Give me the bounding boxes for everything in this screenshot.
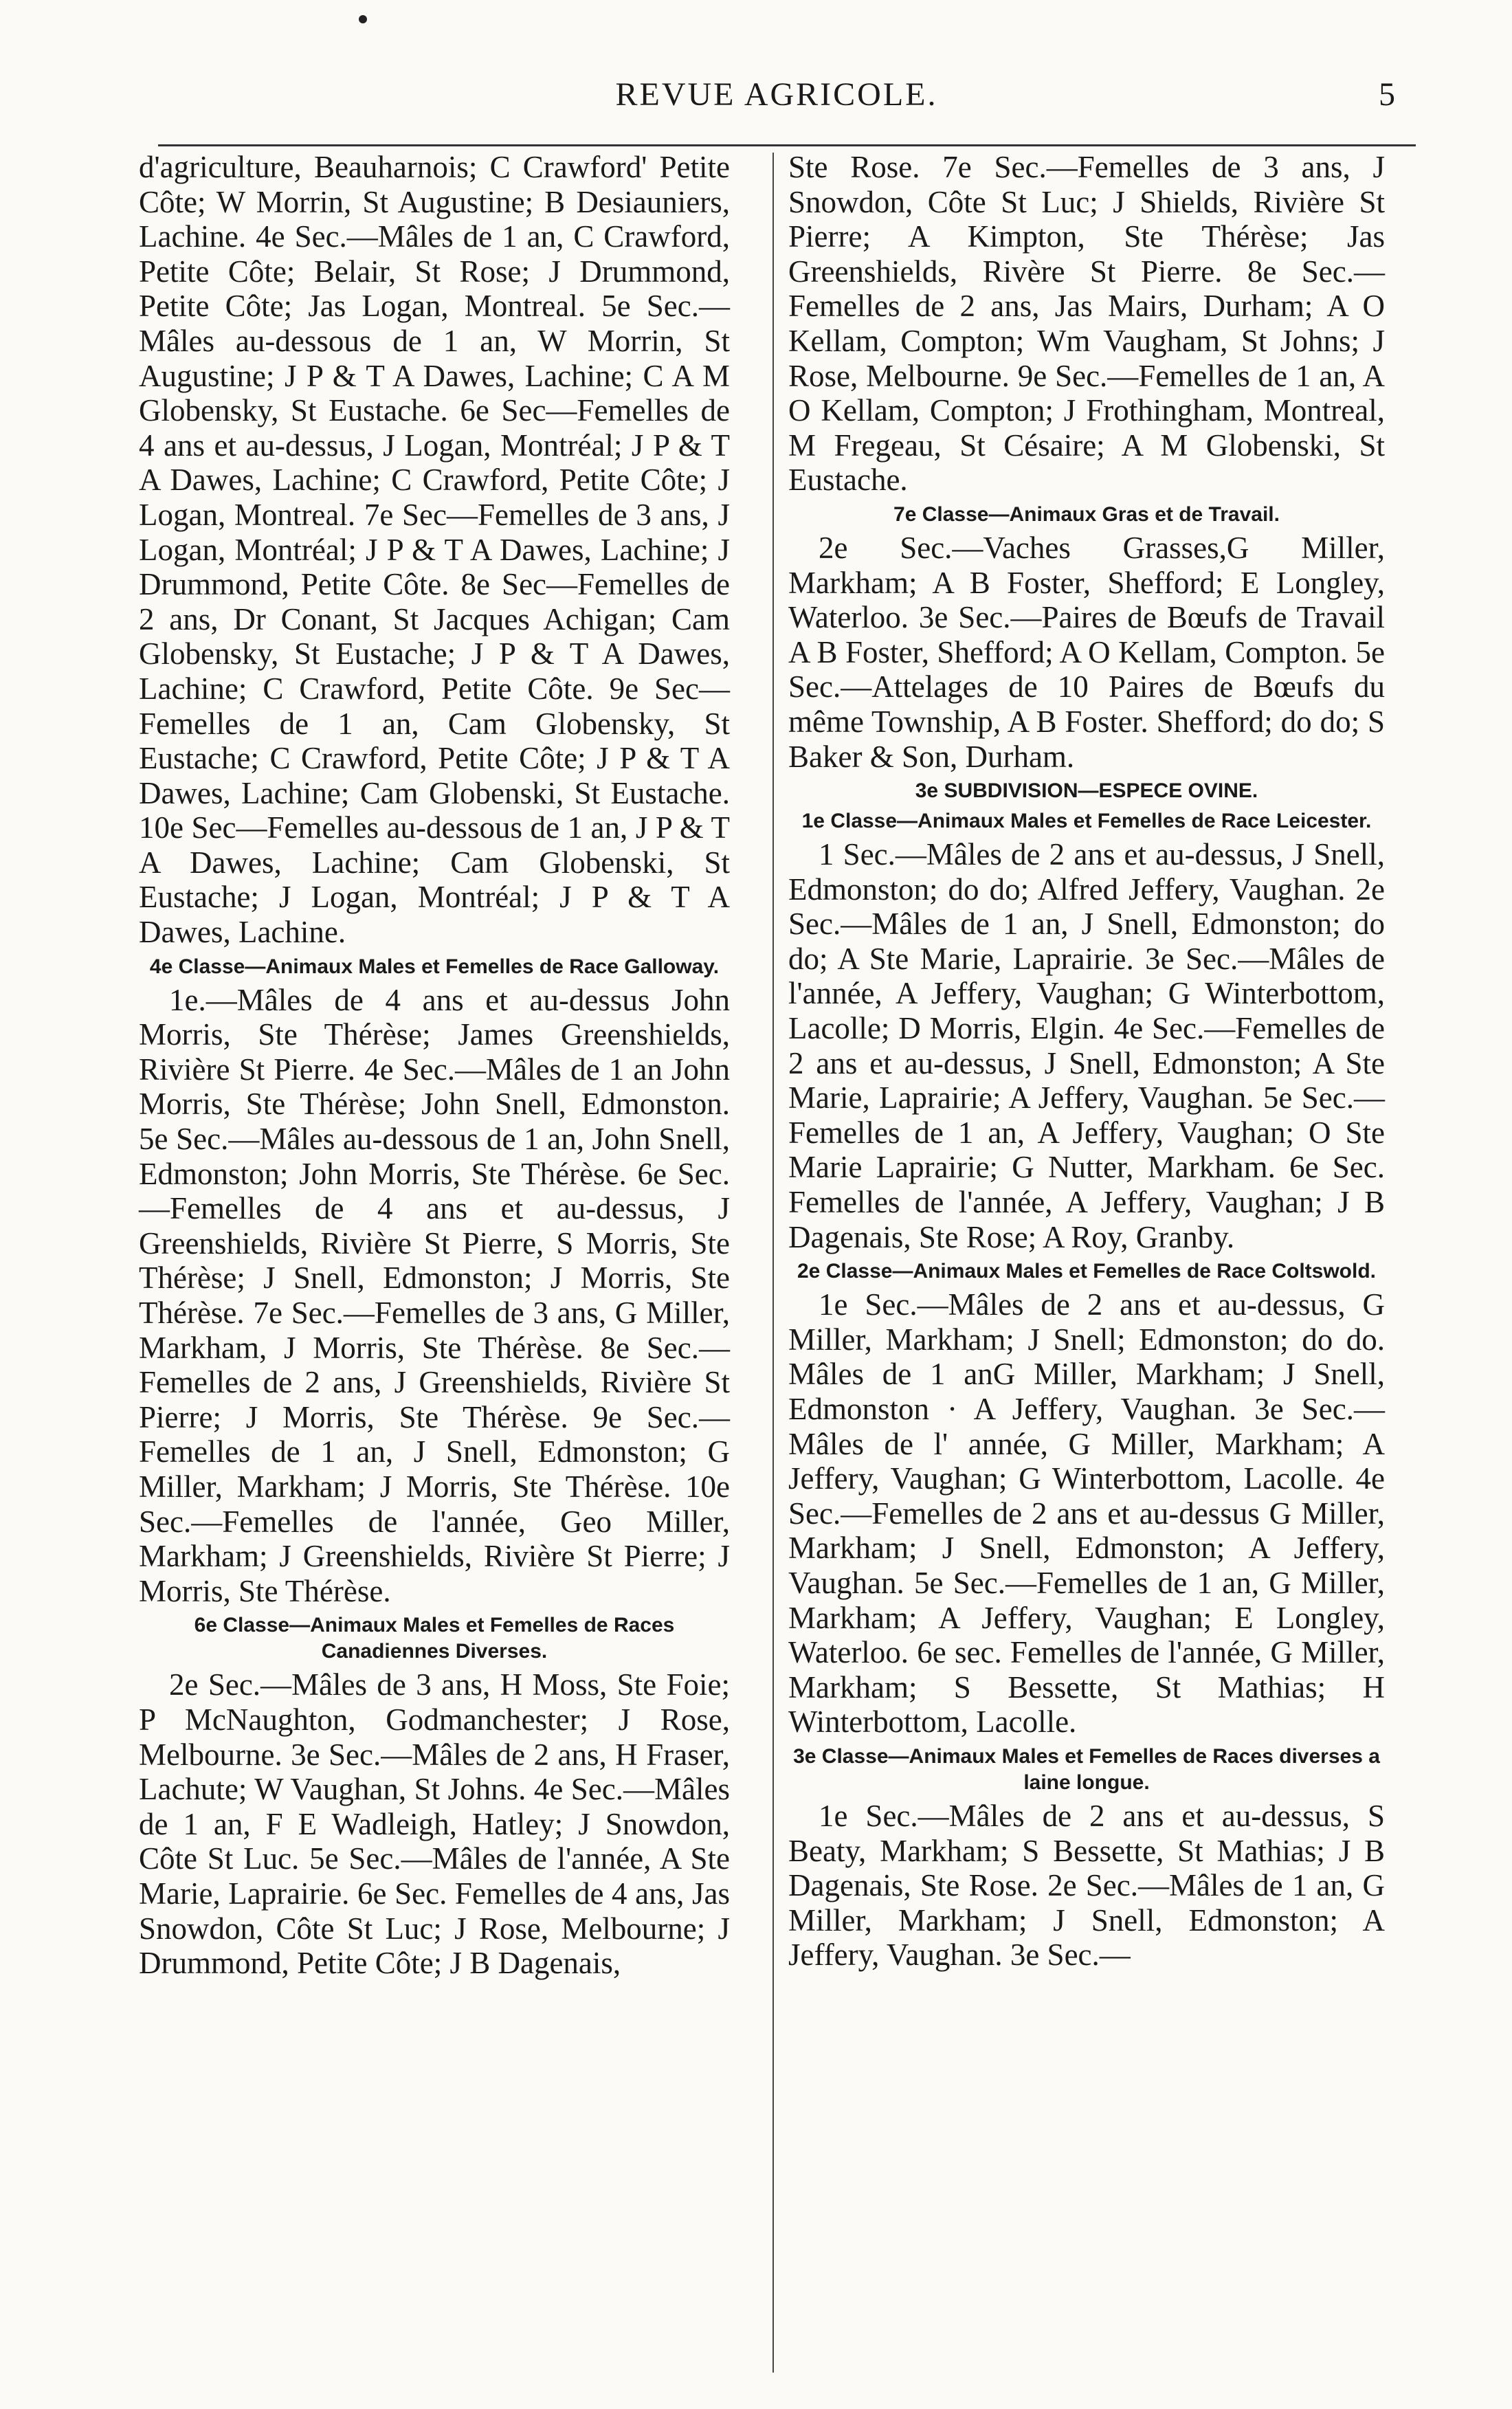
header-rule — [158, 144, 1416, 146]
subdivision-heading: 3e SUBDIVISION—ESPECE OVINE. — [915, 779, 1258, 803]
page-header — [158, 76, 1395, 131]
paragraph: 2e Sec.—Vaches Grasses,G Miller, Markham; A B Foster, Shefford; E Longley, Waterloo. 3e Sec.—Paires de Bœufs de Travail A B Foster, Shefford; A O Kellam, Compton. 5e Sec.—Attelages de 10 Paires de Bœufs du même Township, A B Foster. Shefford; do do; S Baker & Son, Durham. — [788, 530, 1385, 774]
paragraph: Ste Rose. 7e Sec.—Femelles de 3 ans, J Snowdon, Côte St Luc; J Shields, Rivière St Pierre; A Kimpton, Ste Thérèse; Jas Greenshields, Rivère St Pierre. 8e Sec.—Femelles de 2 ans, Jas Mairs, Durham; A O Kellam, Compton; Wm Vaugham, St Johns; J Rose, Melbourne. 9e Sec.—Femelles de 1 an, A O Kellam, Compton; J Frothingham, Montreal, M Fregeau, St Césaire; A M Globenski, St Eustache. — [788, 150, 1385, 498]
section-heading: 1e Classe—Animaux Males et Femelles de Race Leicester. — [801, 810, 1372, 833]
paragraph: 1e.—Mâles de 4 ans et au-dessus John Morris, Ste Thérèse; James Greenshields, Rivière St Pierre. 4e Sec.—Mâles de 1 an John Morris, Ste Thérèse; John Snell, Edmonston. 5e Sec.—Mâles au-dessous de 1 an, John Snell, Edmonston; John Morris, Ste Thérèse. 6e Sec.—Femelles de 4 ans et au-dessus, J Greenshields, Rivière St Pierre, S Morris, Ste Thérèse; J Snell, Edmonston; J Morris, Ste Thérèse. 7e Sec.—Femelles de 3 ans, G Miller, Markham, J Morris, Ste Thérèse. 8e Sec.—Femelles de 2 ans, J Greenshields, Rivière St Pierre; J Morris, Ste Thérèse. 9e Sec.—Femelles de 1 an, J Snell, Edmonston; G Miller, Markham; J Morris, Ste Thérèse. 10e Sec.—Femelles de l'année, Geo Miller, Markham; J Greenshields, Rivière St Pierre; J Morris, Ste Thérèse. — [139, 982, 730, 1608]
ink-dot — [359, 15, 367, 23]
paragraph: 1e Sec.—Mâles de 2 ans et au-dessus, S Beaty, Markham; S Bessette, St Mathias; J B Dagenais, Ste Rose. 2e Sec.—Mâles de 1 an, G Miller, Markham; J Snell, Edmonston; A Jeffery, Vaughan. 3e Sec.— — [788, 1798, 1385, 1973]
page-number: 5 — [1379, 76, 1395, 113]
paragraph: 1 Sec.—Mâles de 2 ans et au-dessus, J Snell, Edmonston; do do; Alfred Jeffery, Vaughan. 2e Sec.—Mâles de 1 an, J Snell, Edmonston; do do; A Ste Marie, Laprairie. 3e Sec.—Mâles de l'année, A Jeffery, Vaughan; G Winterbottom, Lacolle; D Morris, Elgin. 4e Sec.—Femelles de 2 ans et au-dessus, J Snell, Edmonston; A Ste Marie, Laprairie; A Jeffery, Vaughan. 5e Sec.—Femelles de 1 an, A Jeffery, Vaughan; O Ste Marie Laprairie; G Nutter, Markham. 6e Sec. Femelles de l'année, A Jeffery, Vaughan; J B Dagenais, Ste Rose; A Roy, Granby. — [788, 837, 1385, 1254]
right-column — [788, 150, 1385, 1973]
paragraph: 1e Sec.—Mâles de 2 ans et au-dessus, G Miller, Markham; J Snell; Edmonston; do do. Mâles de 1 anG Miller, Markham; J Snell, Edmonston · A Jeffery, Vaughan. 3e Sec.—Mâles de l' année, G Miller, Markham; A Jeffery, Vaughan; G Winterbottom, Lacolle. 4e Sec.—Femelles de 2 ans et au-dessus G Miller, Markham; J Snell, Edmonston; A Jeffery, Vaughan. 5e Sec.—Femelles de 1 an, G Miller, Markham; A Jeffery, Vaughan; E Longley, Waterloo. 6e sec. Femelles de l'année, G Miller, Markham; S Bessette, St Mathias; H Winterbottom, Lacolle. — [788, 1287, 1385, 1740]
left-column — [139, 150, 730, 1981]
section-heading: 6e Classe—Animaux Males et Femelles de Races Canadiennes Diverses. — [194, 1614, 675, 1663]
paragraph: d'agriculture, Beauharnois; C Crawford' Petite Côte; W Morrin, St Augustine; B Desiauniers, Lachine. 4e Sec.—Mâles de 1 an, C Crawford, Petite Côte; Belair, St Rose; J Drummond, Petite Côte; Jas Logan, Montreal. 5e Sec.—Mâles au-dessous de 1 an, W Morrin, St Augustine; J P & T A Dawes, Lachine; C A M Globensky, St Eustache. 6e Sec—Femelles de 4 ans et au-dessus, J Logan, Montréal; J P & T A Dawes, Lachine; C Crawford, Petite Côte; J Logan, Montreal. 7e Sec—Femelles de 3 ans, J Logan, Montréal; J P & T A Dawes, Lachine; J Drummond, Petite Côte. 8e Sec—Femelles de 2 ans, Dr Conant, St Jacques Achigan; Cam Globensky, St Eustache; J P & T A Dawes, Lachine; C Crawford, Petite Côte. 9e Sec—Femelles de 1 an, Cam Globensky, St Eustache; C Crawford, Petite Côte; J P & T A Dawes, Lachine; Cam Globenski, St Eustache. 10e Sec—Femelles au-dessous de 1 an, J P & T A Dawes, Lachine; Cam Globenski, St Eustache; J Logan, Montréal; J P & T A Dawes, Lachine. — [139, 150, 730, 950]
section-heading: 2e Classe—Animaux Males et Femelles de Race Coltswold. — [797, 1260, 1376, 1283]
running-title: REVUE AGRICOLE. — [615, 76, 938, 113]
column-divider — [772, 153, 774, 2373]
section-heading: 4e Classe—Animaux Males et Femelles de Race Galloway. — [149, 955, 720, 978]
section-heading: 7e Classe—Animaux Gras et de Travail. — [893, 502, 1280, 526]
section-heading: 3e Classe—Animaux Males et Femelles de Races diverses a laine longue. — [793, 1744, 1380, 1794]
paragraph: 2e Sec.—Mâles de 3 ans, H Moss, Ste Foie; P McNaughton, Godmanchester; J Rose, Melbourne. 3e Sec.—Mâles de 2 ans, H Fraser, Lachute; W Vaughan, St Johns. 4e Sec.—Mâles de 1 an, F E Wadleigh, Hatley; J Snowdon, Côte St Luc. 5e Sec.—Mâles de l'année, A Ste Marie, Laprairie. 6e Sec. Femelles de 4 ans, Jas Snowdon, Côte St Luc; J Rose, Melbourne; J Drummond, Petite Côte; J B Dagenais, — [139, 1667, 730, 1981]
